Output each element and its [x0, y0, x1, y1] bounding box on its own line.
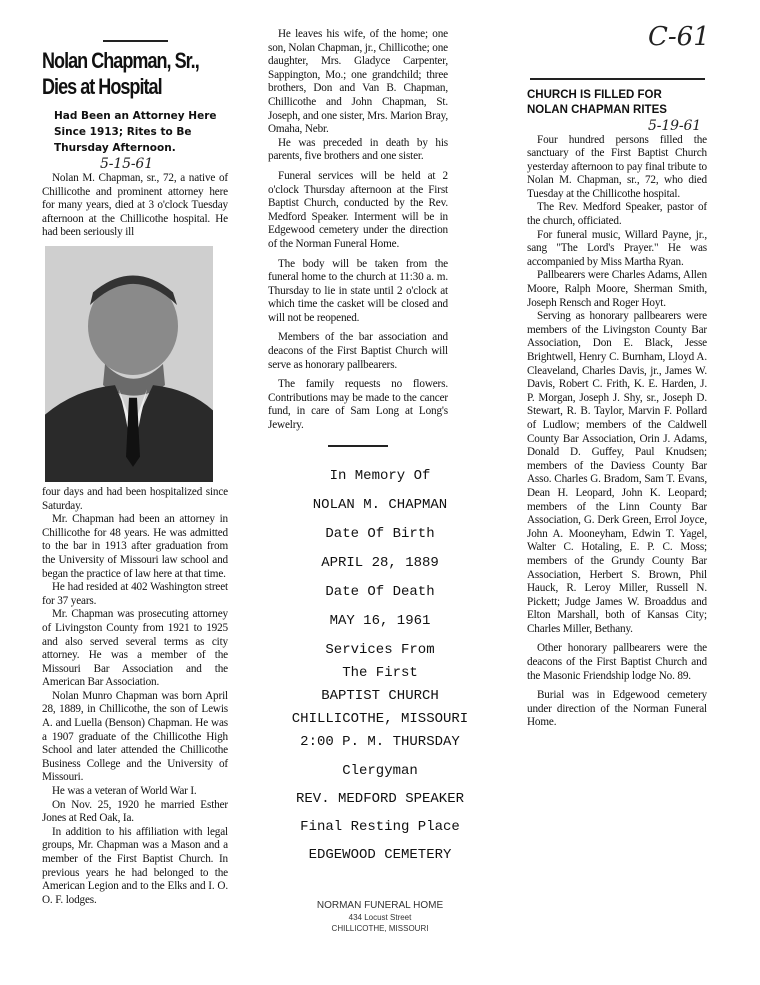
portrait-photo — [45, 246, 213, 482]
memorial-card — [262, 465, 498, 873]
rites-paragraph: The Rev. Medford Speaker, pastor of the church, officiated. — [527, 201, 707, 228]
rites-paragraph: Serving as honorary pallbearers were members of the Livingston County Bar Association, Don E. Black, Jesse Brightwell, Henry C. Burnham, Lloyd A. Cleaveland, Charles Davis, jr., James W. Davis, Robert C. Frith, K. E. Harden, J. P. Morgan, Joseph J. Shy, sr., Joseph D. Stewart, R. B. Taylor, Marvin F. Pollard of Ludlow; members of the Caldwell County Bar Association, Orin J. Adams, Donald D. Guffey, Paul Knudsen; members of the Daviess County Bar Asso. Charles G. Bradom, Sam T. Evans, Dean H. Leopard, John K. Leopard; members of the Linn County Bar Association, G. Derk Green, Errol Joyce, John A. Mooneyham, Edwin T. Yagel, Walter C. Hotaling, E. P. C. Moss; members of the Grundy County Bar Association, Herbert S. Brown, Phil Hauck, R. Leroy Miller, Russell N. Pickett; Judge James W. Broaddus and Elton Marshall, both of Kansas City; Charles Miller, Bethany. — [527, 310, 707, 635]
obituary-paragraph: In addition to his affiliation with legal groups, Mr. Chapman was a Mason and a member of the First Baptist Church. In previous years he had belonged to the American Legion and to the Elks and I. O. O. F. lodges. — [42, 825, 228, 906]
rites-column — [527, 78, 707, 730]
obituary-paragraph: Mr. Chapman had been an attorney in Chillicothe for 48 years. He was admitted to the bar in 1913 after graduation from the University of Missouri law school and began the practice of law here at that time. — [42, 513, 228, 580]
card-line: 2:00 P. M. THURSDAY — [300, 733, 460, 750]
card-line: CHILLICOTHE, MISSOURI — [291, 710, 469, 727]
funeral-home-city: CHILLICOTHE, MISSOURI — [331, 923, 429, 933]
obituary-left-column — [42, 40, 228, 907]
card-line: Date Of Birth — [325, 525, 435, 542]
rites-headline-line-2: NOLAN CHAPMAN RITES — [527, 103, 667, 116]
funeral-home-name: NORMAN FUNERAL HOME — [316, 899, 444, 911]
rites-headline-line-1: CHURCH IS FILLED FOR — [527, 88, 662, 101]
card-line: Final Resting Place — [300, 818, 460, 835]
obituary-paragraph: Mr. Chapman was prosecuting attorney of Livingston County from 1921 to 1925 and also served several terms as city attorney. He was a member of the Missouri Bar Association and the American Bar Association. — [42, 608, 228, 689]
obituary-paragraph: He was a veteran of World War I. — [52, 785, 197, 798]
divider — [328, 445, 388, 447]
rites-paragraph: Four hundred persons filled the sanctuary of the First Baptist Church yesterday afternoon to pay final tribute to Nolan M. Chapman, sr., 72, who died Tuesday at the Chillicothe hospital. — [527, 133, 707, 200]
obituary-paragraph: The body will be taken from the funeral home to the church at 11:30 a. m. Thursday to lie in state until 2 o'clock at which time the casket will be closed and will not be reopened. — [268, 257, 448, 324]
card-line: The First — [342, 664, 418, 681]
card-line: Clergyman — [342, 762, 418, 779]
portrait-illustration — [45, 246, 213, 482]
handwritten-date: 5-19-61 — [648, 117, 701, 134]
catalog-annotation: C-61 — [648, 22, 710, 52]
rites-paragraph: Pallbearers were Charles Adams, Allen Moore, Ralph Moore, Sherman Smith, Joseph Rensch and Roger Hoyt. — [527, 269, 707, 309]
obituary-paragraph: four days and had been hospitalized since Saturday. — [42, 485, 228, 512]
obituary-paragraph: The family requests no flowers. Contributions may be made to the cancer fund, in care of Sam Long at Long's Jewelry. — [268, 378, 448, 432]
card-line: NOLAN M. CHAPMAN — [312, 496, 448, 513]
funeral-home-address: 434 Locust Street — [348, 912, 412, 922]
obituary-paragraph: Nolan Munro Chapman was born April 28, 1889, in Chillicothe, the son of Lewis A. and Luella (Benson) Chapman. He was a 1907 graduate of the Chillicothe High School and later attended the Chillicothe Business College and the University of Missouri. — [42, 689, 228, 784]
handwritten-date: 5-15-61 — [100, 156, 153, 172]
divider — [530, 78, 705, 80]
card-line: In Memory Of — [329, 467, 431, 484]
rites-paragraph: For funeral music, Willard Payne, jr., sang "The Lord's Prayer." He was accompanied by Miss Martha Ryan. — [527, 228, 707, 268]
funeral-home-imprint — [262, 899, 498, 934]
divider — [103, 40, 168, 42]
rites-paragraph: Other honorary pallbearers were the deacons of the First Baptist Church and the Masonic Friendship lodge No. 89. — [527, 642, 707, 682]
obituary-paragraph: He was preceded in death by his parents, five brothers and one sister. — [268, 136, 448, 163]
subheadline: Had Been an Attorney Here Since 1913; Rites to Be Thursday Afternoon. — [54, 110, 217, 154]
obituary-paragraph: He leaves his wife, of the home; one son, Nolan Chapman, jr., Chillicothe; one daughter, Mrs. Gladyce Carpenter, Sappington, Mo.; one grandchild; three brothers, Don and Van B. Chapman, Chillicothe and John Chapman, St. Joseph, and one sister, Mrs. Marion Bray, Omaha, Nebr. — [268, 28, 448, 136]
headline-line-1: Nolan Chapman, Sr., — [42, 48, 199, 73]
middle-column-wrapper — [262, 28, 498, 934]
obituary-paragraph: He had resided at 402 Washington street for 37 years. — [42, 581, 228, 607]
rites-paragraph: Burial was in Edgewood cemetery under direction of the Norman Funeral Home. — [527, 689, 707, 729]
obituary-paragraph: On Nov. 25, 1920 he married Esther Jones at Red Oak, Ia. — [42, 798, 228, 825]
rites-headline — [527, 88, 707, 118]
card-line: EDGEWOOD CEMETERY — [308, 846, 452, 863]
card-line: MAY 16, 1961 — [329, 612, 431, 629]
obituary-middle-column — [268, 28, 448, 447]
obituary-paragraph: Members of the bar association and deacons of the First Baptist Church will serve as honorary pallbearers. — [268, 331, 448, 371]
headline-line-2: Dies at Hospital — [42, 74, 162, 99]
card-line: Date Of Death — [325, 583, 435, 600]
obituary-paragraph: Funeral services will be held at 2 o'clock Thursday afternoon at the First Baptist Church, conducted by the Rev. Medford Speaker. Interment will be in Edgewood cemetery under the direction of the Norman Funeral Home. — [268, 169, 448, 250]
card-line: Services From — [325, 641, 435, 658]
card-line: APRIL 28, 1889 — [321, 554, 439, 571]
card-line: BAPTIST CHURCH — [321, 687, 439, 704]
obituary-intro: Nolan M. Chapman, sr., 72, a native of Chillicothe and prominent attorney here for many years, died at 3 o'clock Tuesday afternoon at the Chillicothe hospital. He had been seriously ill — [42, 172, 228, 239]
card-line: REV. MEDFORD SPEAKER — [295, 790, 465, 807]
